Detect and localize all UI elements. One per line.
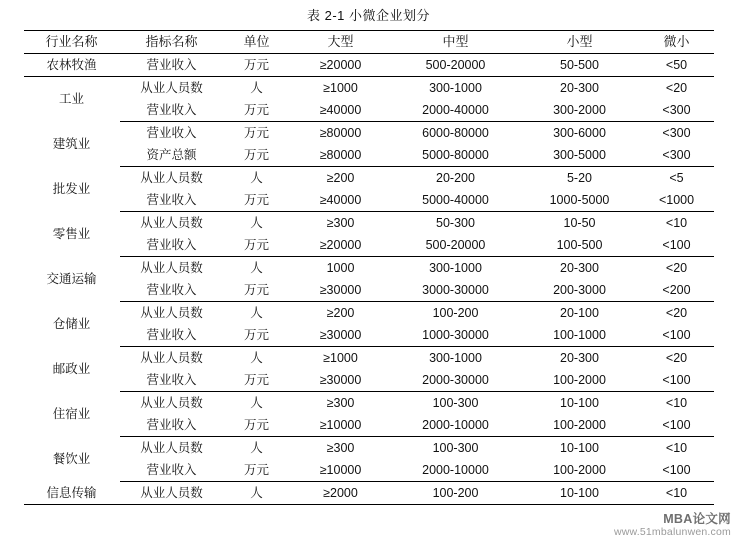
small-micro-enterprise-table [24,30,714,505]
table-row [24,369,714,392]
cell-small: 100-2000 [520,414,640,437]
cell-small: 1000-5000 [520,189,640,212]
cell-indicator-name: 营业收入 [120,414,224,437]
cell-small: 100-500 [520,234,640,257]
cell-medium: 500-20000 [392,54,520,77]
table-body [24,54,714,505]
cell-small: 100-2000 [520,369,640,392]
cell-unit: 万元 [224,234,290,257]
cell-micro: <10 [665,216,688,230]
cell-large: ≥40000 [290,189,392,212]
cell-micro: <10 [665,441,688,455]
cell-micro: <100 [640,414,714,437]
cell-indicator-name: 从业人员数 [140,261,203,275]
table-header [24,31,714,54]
table-row [24,54,714,77]
cell-large: ≥80000 [319,126,362,140]
cell-micro: <100 [640,369,714,392]
cell-medium: 100-200 [432,306,479,320]
cell-industry-name: 信息传输 [24,482,120,505]
column-header-unit: 单位 [224,31,290,54]
cell-medium: 1000-30000 [392,324,520,347]
cell-small: 20-100 [560,306,599,320]
column-header-micro: 微小 [640,31,714,54]
cell-small: 10-100 [560,396,599,410]
cell-large: ≥300 [326,396,355,410]
cell-unit: 人 [250,441,263,455]
cell-indicator-name: 营业收入 [120,369,224,392]
table-row [24,122,714,145]
cell-unit: 万元 [224,414,290,437]
cell-medium: 300-1000 [429,261,482,275]
table-row [24,257,714,280]
cell-indicator-name: 营业收入 [146,126,197,140]
cell-industry-name: 建筑业 [52,137,91,151]
cell-indicator-name: 营业收入 [120,99,224,122]
cell-large: 1000 [326,261,355,275]
cell-indicator-name: 从业人员数 [140,216,203,230]
cell-micro: <20 [665,81,688,95]
cell-micro: <10 [665,396,688,410]
cell-large: ≥300 [326,216,355,230]
cell-small: 300-6000 [553,126,606,140]
cell-unit: 万元 [224,369,290,392]
cell-micro: <20 [665,306,688,320]
table-caption: 表 2-1 小微企业划分 [306,8,430,23]
cell-large: ≥30000 [290,369,392,392]
cell-small: 50-500 [520,54,640,77]
cell-large: ≥1000 [323,81,358,95]
cell-indicator-name: 从业人员数 [140,306,203,320]
cell-large: ≥10000 [290,459,392,482]
cell-large: ≥200 [326,171,355,185]
cell-medium: 5000-40000 [392,189,520,212]
table-row [24,324,714,347]
cell-micro: <300 [640,144,714,167]
table-row [24,392,714,415]
cell-medium: 5000-80000 [392,144,520,167]
cell-micro: <100 [640,459,714,482]
cell-medium: 3000-30000 [392,279,520,302]
watermark-url-text: www.51mbalunwen.com [613,525,731,538]
cell-medium: 300-1000 [429,351,482,365]
cell-small: 10-50 [563,216,596,230]
cell-micro: <100 [640,324,714,347]
cell-micro: <100 [640,234,714,257]
table-row [24,167,714,190]
cell-large: ≥40000 [290,99,392,122]
cell-medium: 100-200 [392,482,520,505]
cell-micro: <20 [665,261,688,275]
cell-medium: 100-300 [432,396,479,410]
cell-medium: 2000-30000 [392,369,520,392]
cell-large: ≥300 [326,441,355,455]
cell-medium: 300-1000 [429,81,482,95]
cell-medium: 2000-10000 [392,414,520,437]
cell-unit: 人 [250,216,263,230]
column-header-medium: 中型 [392,31,520,54]
table-row [24,77,714,100]
column-header-large: 大型 [290,31,392,54]
table-header-row [24,31,714,54]
table-row [24,482,714,505]
cell-indicator-name: 营业收入 [120,324,224,347]
watermark [614,512,731,538]
cell-micro: <50 [640,54,714,77]
cell-industry-name: 农林牧渔 [24,54,120,77]
cell-unit: 万元 [224,324,290,347]
cell-unit: 万元 [224,54,290,77]
cell-indicator-name: 营业收入 [120,459,224,482]
cell-large: ≥10000 [290,414,392,437]
cell-micro: <200 [640,279,714,302]
cell-medium: 20-200 [436,171,475,185]
cell-small: 300-2000 [520,99,640,122]
cell-unit: 万元 [224,99,290,122]
cell-unit: 人 [250,396,263,410]
table-row [24,234,714,257]
cell-micro: <10 [640,482,714,505]
cell-small: 10-100 [560,441,599,455]
cell-indicator-name: 营业收入 [120,54,224,77]
cell-large: ≥20000 [290,234,392,257]
column-header-small: 小型 [520,31,640,54]
cell-indicator-name: 从业人员数 [140,81,203,95]
cell-unit: 万元 [224,279,290,302]
cell-indicator-name: 营业收入 [120,189,224,212]
table-row [24,189,714,212]
cell-small: 20-300 [560,351,599,365]
cell-industry-name: 交通运输 [46,272,97,286]
cell-medium: 2000-40000 [392,99,520,122]
cell-industry-name: 住宿业 [52,407,91,421]
table-row [24,302,714,325]
cell-large: ≥20000 [290,54,392,77]
cell-large: ≥200 [326,306,355,320]
cell-medium: 50-300 [436,216,475,230]
cell-medium: 100-300 [432,441,479,455]
cell-medium: 500-20000 [392,234,520,257]
cell-industry-name: 餐饮业 [52,452,91,466]
table-row [24,99,714,122]
cell-indicator-name: 资产总额 [120,144,224,167]
cell-small: 200-3000 [520,279,640,302]
cell-industry-name: 邮政业 [52,362,91,376]
cell-industry-name: 工业 [58,92,84,107]
table-row [24,279,714,302]
cell-indicator-name: 营业收入 [120,234,224,257]
cell-indicator-name: 营业收入 [120,279,224,302]
cell-indicator-name: 从业人员数 [140,441,203,455]
cell-industry-name: 零售业 [52,227,91,241]
cell-unit: 万元 [224,144,290,167]
cell-unit: 人 [250,171,263,185]
cell-medium: 6000-80000 [422,126,489,140]
cell-unit: 人 [250,351,263,365]
cell-small: 300-5000 [520,144,640,167]
cell-micro: <5 [669,171,684,185]
table-row [24,414,714,437]
cell-unit: 人 [250,261,263,275]
cell-micro: <20 [665,351,688,365]
cell-unit: 人 [250,81,263,95]
cell-unit: 万元 [224,189,290,212]
cell-unit: 人 [224,482,290,505]
cell-industry-name: 仓储业 [52,317,91,331]
cell-unit: 人 [250,306,263,320]
cell-small: 20-300 [560,81,599,95]
cell-unit: 万元 [243,126,269,140]
cell-small: 5-20 [566,171,593,185]
cell-indicator-name: 从业人员数 [140,351,203,365]
cell-micro: <300 [640,99,714,122]
column-header-indicator: 指标名称 [120,31,224,54]
table-row [24,459,714,482]
cell-medium: 2000-10000 [392,459,520,482]
cell-indicator-name: 从业人员数 [140,171,203,185]
cell-unit: 万元 [224,459,290,482]
table-row [24,437,714,460]
cell-indicator-name: 从业人员数 [140,396,203,410]
table-row [24,212,714,235]
cell-large: ≥30000 [290,279,392,302]
table-row [24,347,714,370]
cell-indicator-name: 从业人员数 [120,482,224,505]
cell-small: 10-100 [520,482,640,505]
cell-small: 20-300 [560,261,599,275]
cell-micro: <300 [662,126,691,140]
cell-small: 100-2000 [520,459,640,482]
cell-small: 100-1000 [520,324,640,347]
cell-large: ≥1000 [323,351,358,365]
table-row [24,144,714,167]
cell-micro: <1000 [640,189,714,212]
column-header-industry: 行业名称 [24,31,120,54]
watermark-main-text: MBA论文网 [663,511,731,526]
cell-large: ≥2000 [290,482,392,505]
cell-large: ≥30000 [290,324,392,347]
cell-large: ≥80000 [290,144,392,167]
cell-industry-name: 批发业 [52,182,91,196]
